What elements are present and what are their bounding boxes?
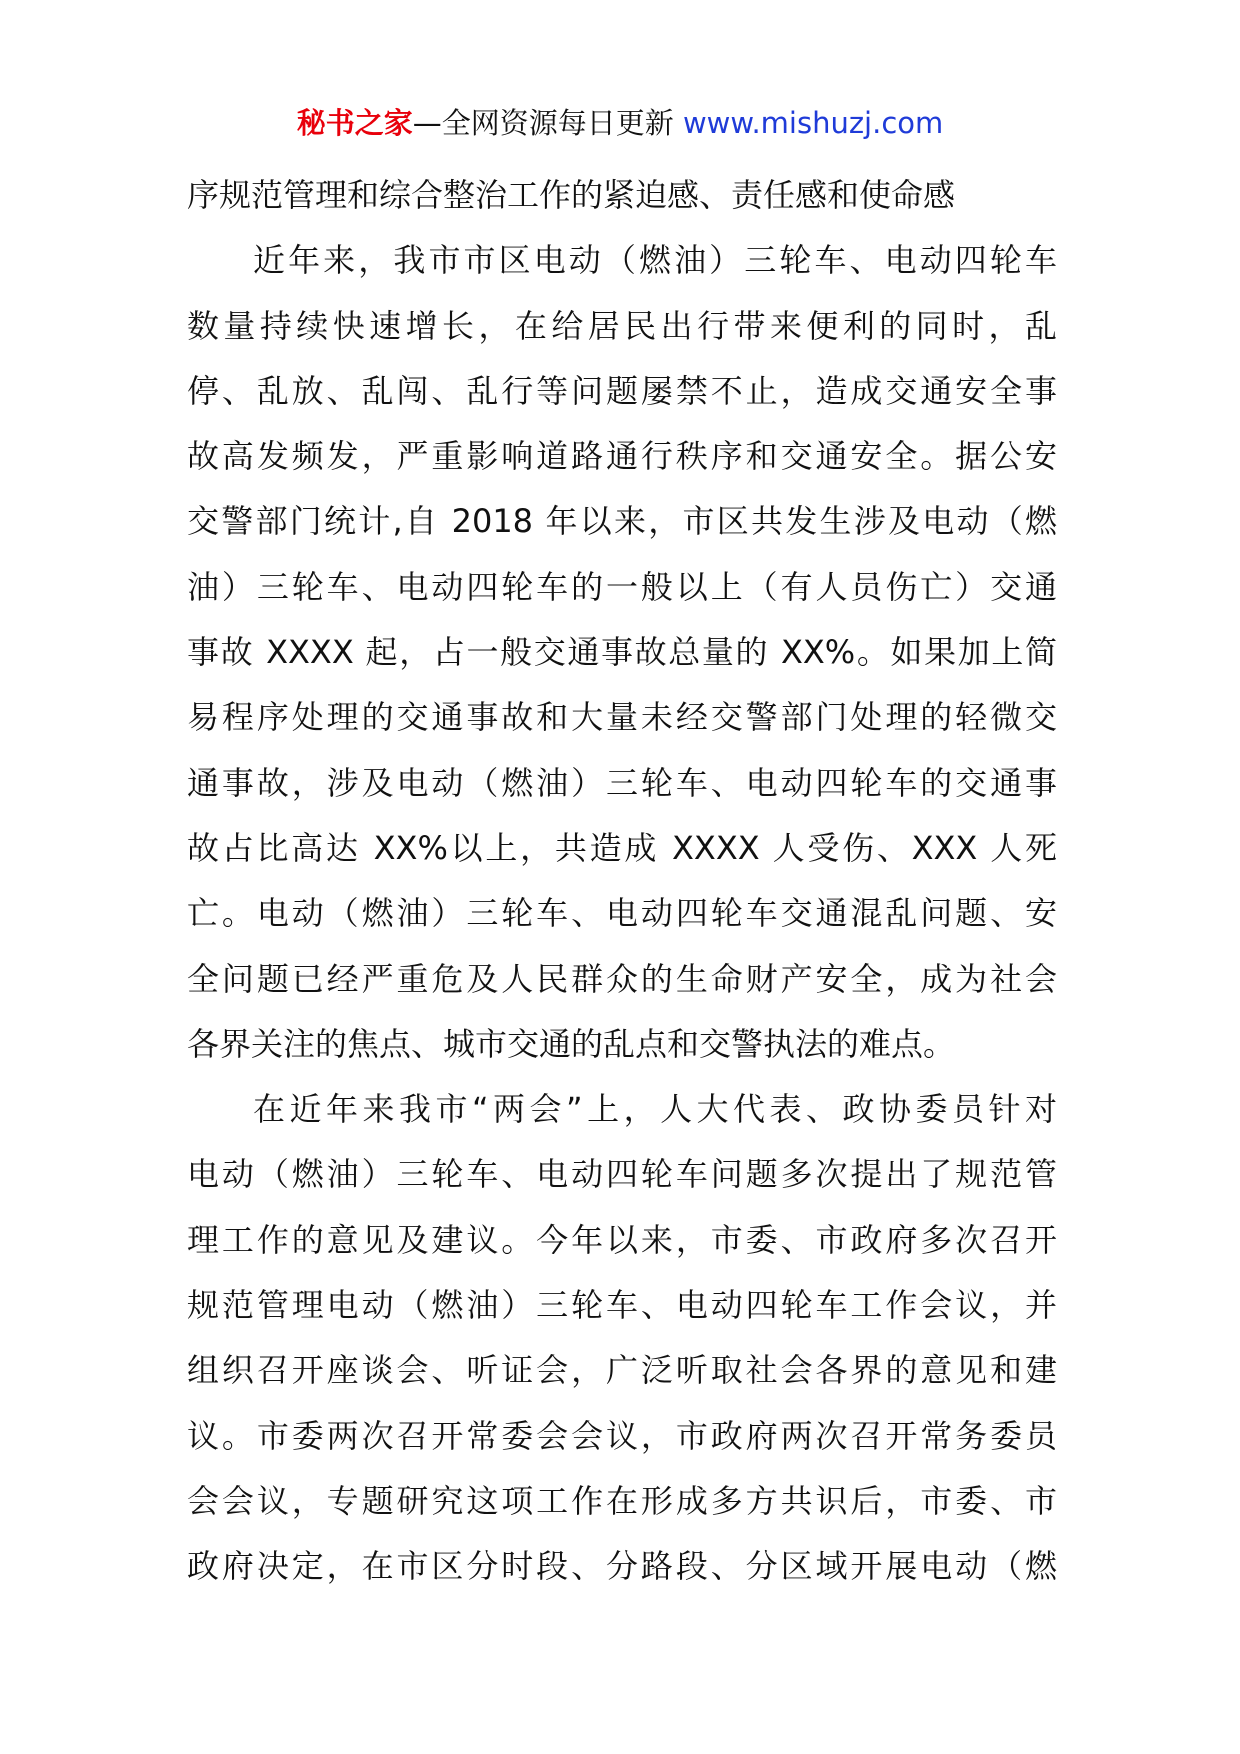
text-line: 组织召开座谈会、听证会，广泛听取社会各界的意见和建 (187, 1351, 1057, 1390)
text-line: 理工作的意见及建议。今年以来，市委、市政府多次召开 (187, 1220, 1057, 1259)
brand-name: 秘书之家 (296, 106, 413, 140)
text-line: 亡。电动（燃油）三轮车、电动四轮车交通混乱问题、安 (187, 894, 1057, 933)
text-line: 数量持续快速增长，在给居民出行带来便利的同时，乱 (187, 306, 1057, 345)
paragraph-start-line: 在近年来我市“两会”上，人大代表、政协委员针对 (253, 1090, 1057, 1129)
text-line: 规范管理电动（燃油）三轮车、电动四轮车工作会议，并 (187, 1286, 1057, 1325)
text-line: 序规范管理和综合整治工作的紧迫感、责任感和使命感 (187, 176, 956, 214)
text-line: 通事故，涉及电动（燃油）三轮车、电动四轮车的交通事 (187, 763, 1057, 802)
header-tagline: —全网资源每日更新 (412, 106, 683, 140)
text-line: 故高发频发，严重影响道路通行秩序和交通安全。据公安 (187, 437, 1057, 476)
paragraph-end-line: 各界关注的焦点、城市交通的乱点和交警执法的难点。 (187, 1024, 956, 1063)
paragraph-start-line: 近年来，我市市区电动（燃油）三轮车、电动四轮车 (253, 241, 1057, 280)
text-line: 政府决定，在市区分时段、分路段、分区域开展电动（燃 (187, 1547, 1057, 1586)
site-header (0, 101, 1240, 145)
site-url-link[interactable]: www.mishuzj.com (682, 106, 944, 140)
text-line: 交警部门统计,自 2018 年以来，市区共发生涉及电动（燃 (187, 502, 1057, 541)
document-body (187, 163, 1057, 1600)
text-line: 油）三轮车、电动四轮车的一般以上（有人员伤亡）交通 (187, 567, 1057, 606)
text-line: 事故 XXXX 起，占一般交通事故总量的 XX%。如果加上简 (187, 633, 1057, 672)
text-line: 停、乱放、乱闯、乱行等问题屡禁不止，造成交通安全事 (187, 371, 1057, 410)
text-line: 会会议，专题研究这项工作在形成多方共识后，市委、市 (187, 1481, 1057, 1520)
text-line: 全问题已经严重危及人民群众的生命财产安全，成为社会 (187, 959, 1057, 998)
text-line: 议。市委两次召开常委会会议，市政府两次召开常务委员 (187, 1416, 1057, 1455)
text-line: 电动（燃油）三轮车、电动四轮车问题多次提出了规范管 (187, 1155, 1057, 1194)
text-line: 故占比高达 XX%以上，共造成 XXXX 人受伤、XXX 人死 (187, 828, 1057, 867)
text-line: 易程序处理的交通事故和大量未经交警部门处理的轻微交 (187, 698, 1057, 737)
